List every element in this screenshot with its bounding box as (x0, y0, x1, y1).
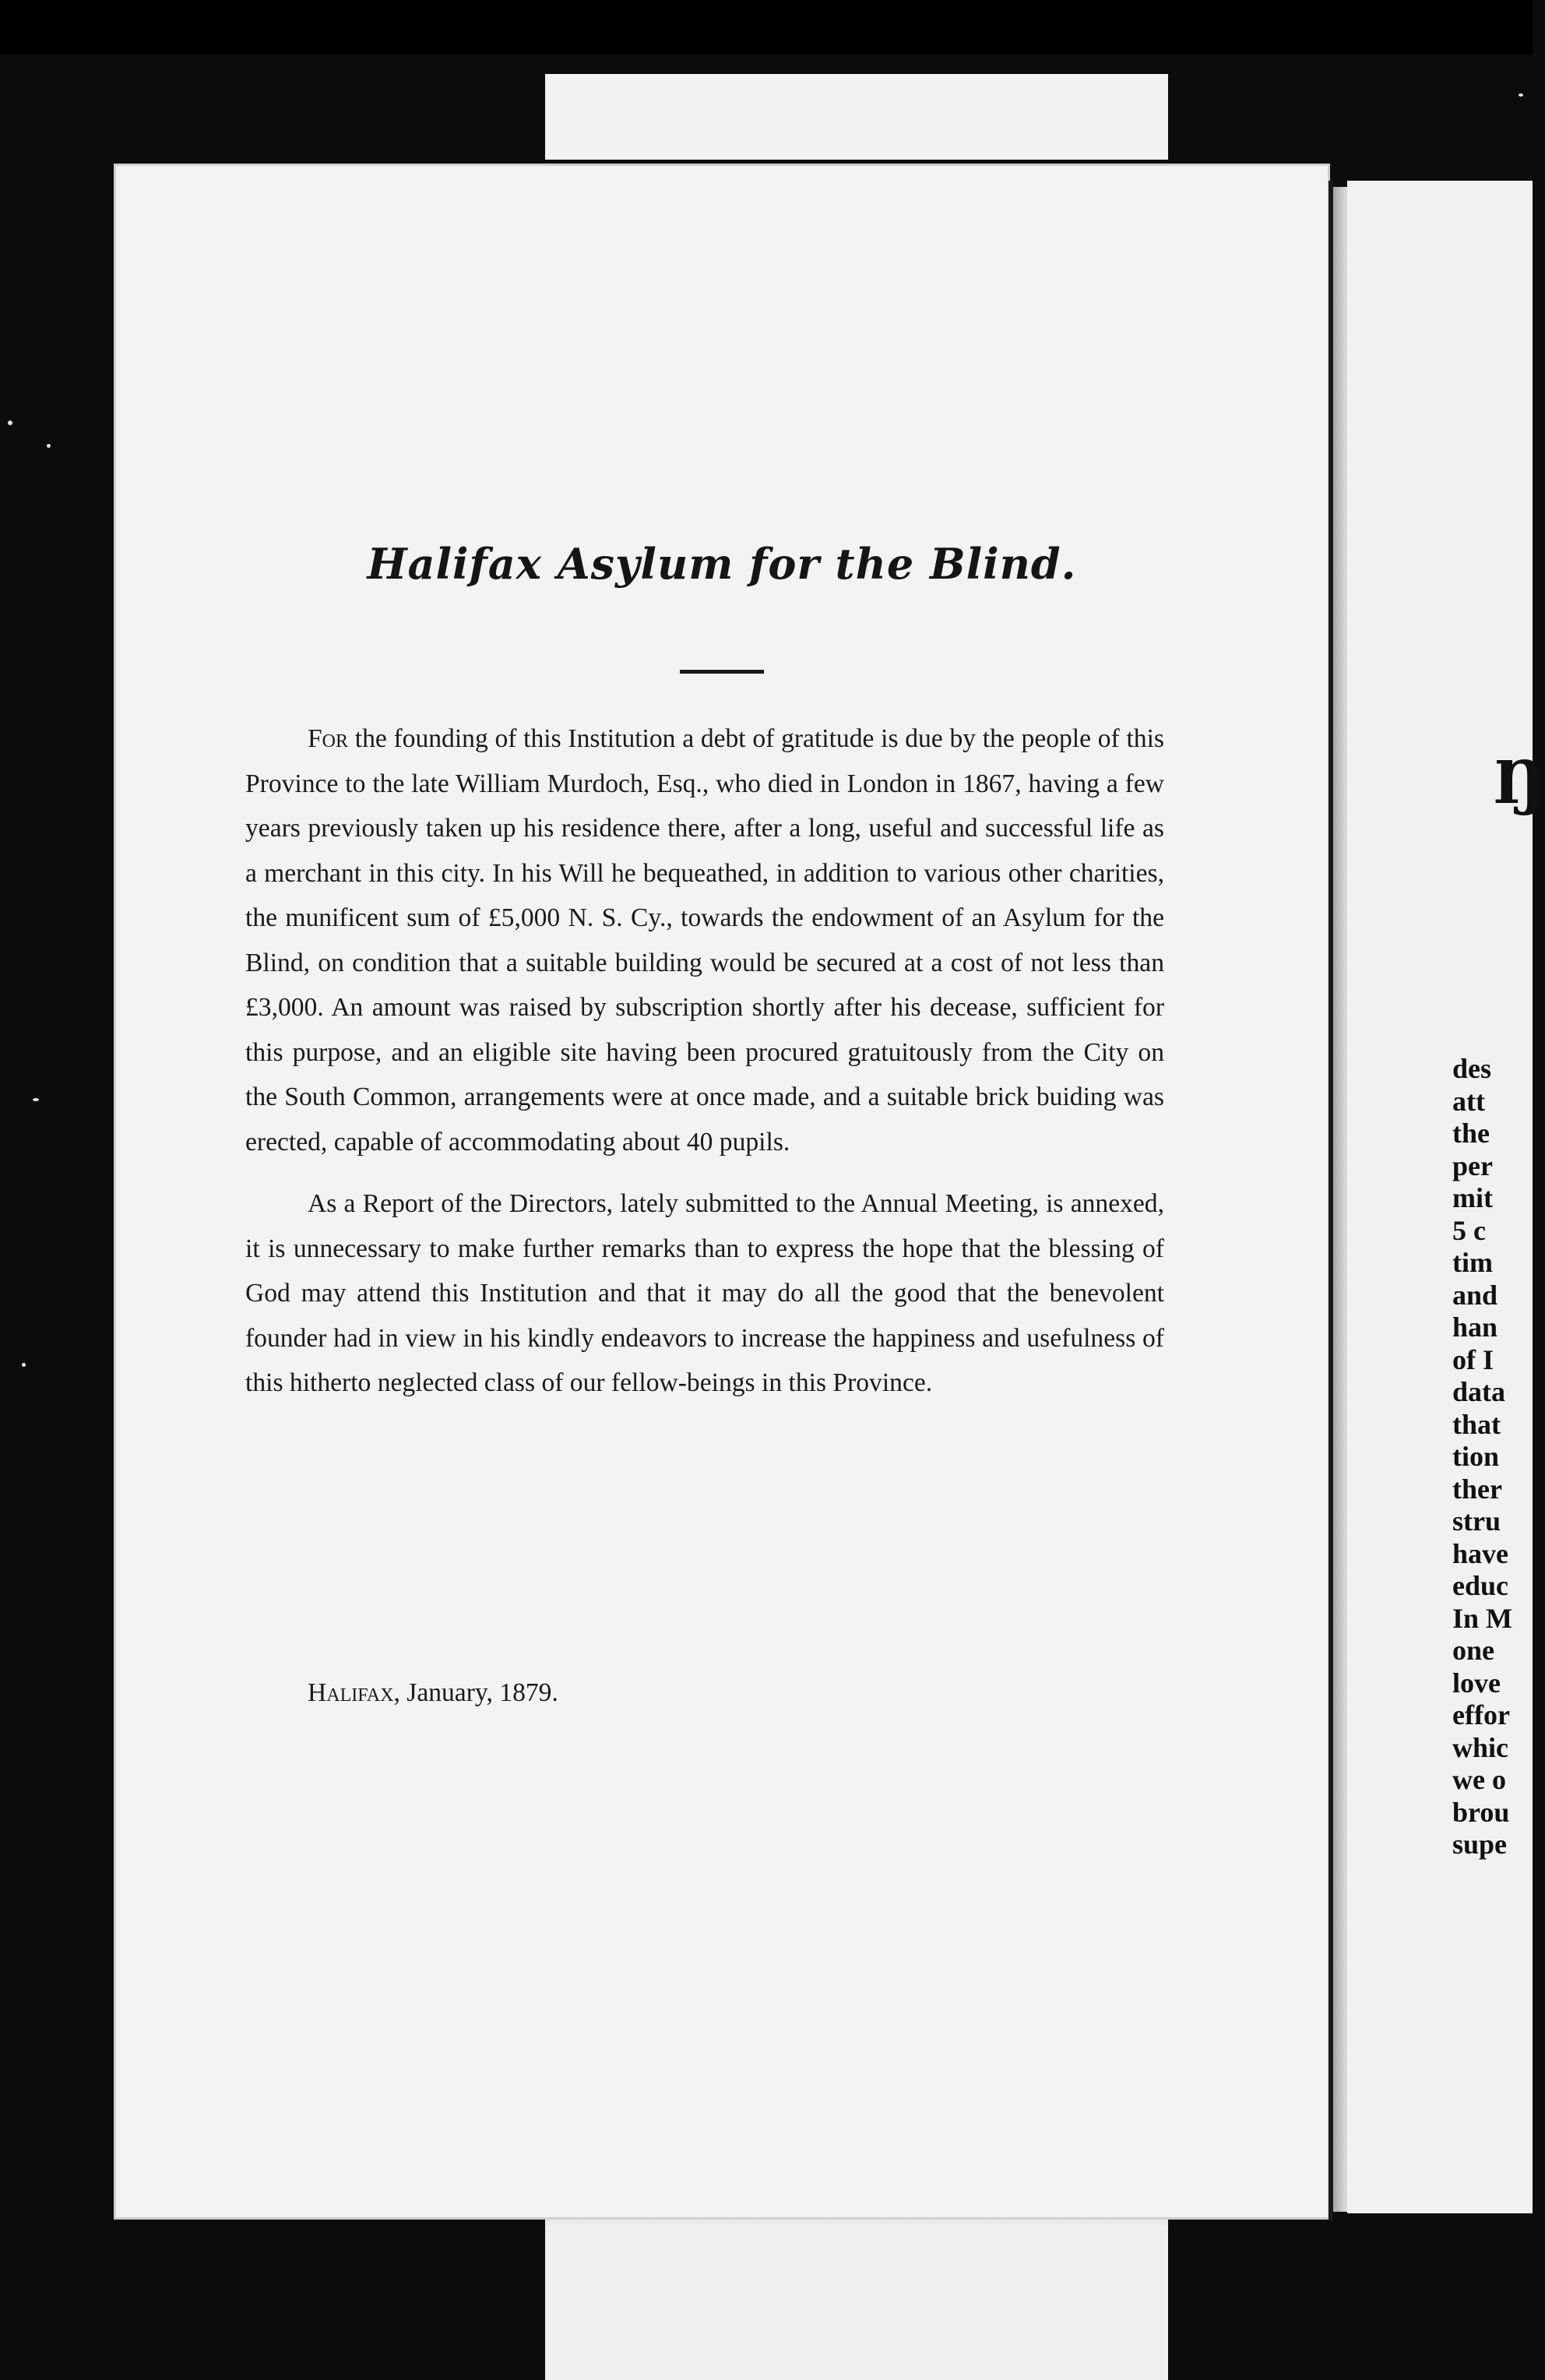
paragraph-1 (245, 716, 1164, 1164)
dust-speck (8, 421, 12, 425)
adjacent-line: att (1452, 1085, 1485, 1117)
adjacent-line: mit (1452, 1182, 1493, 1213)
adjacent-line: we o (1452, 1764, 1506, 1795)
dust-speck (22, 1363, 26, 1367)
document-body (245, 716, 1164, 1406)
title-rule (680, 670, 764, 674)
adjacent-line: and (1452, 1279, 1498, 1311)
paper-tab-top (545, 74, 1168, 160)
adjacent-line: tion (1452, 1441, 1500, 1472)
adjacent-line: stru (1452, 1505, 1501, 1537)
adjacent-line: have (1452, 1537, 1508, 1569)
adjacent-line: one (1452, 1635, 1494, 1666)
adjacent-line: that (1452, 1408, 1501, 1440)
adjacent-line: effor (1452, 1699, 1510, 1730)
adjacent-line: des (1452, 1053, 1492, 1084)
adjacent-line: tim (1452, 1247, 1493, 1278)
adjacent-line: brou (1452, 1796, 1510, 1828)
adjacent-line: of I (1452, 1343, 1494, 1375)
dust-speck (1519, 93, 1523, 97)
paragraph-text: the founding of this Institution a debt of gratitude is due by the people of this Province to the late William Murdoch, Esq., who died in London in 1867, having a few years previously taken up his residence there, after a long, useful and successful life as a merchant in this city. In his Will he bequeathed, in addition to various other charities, the munificent sum of £5,000 N. S. Cy., towards the endowment of an Asylum for the Blind, on condition that a suitable building would be secured at a cost of not less than £3,000. An amount was raised by subscription shortly after his decease, sufficient for this purpose, and an eligible site having been procured gratuitously from the City on the South Common, arrangements were at once made, and a suitable brick buiding was erected, capable of accommodating about 40 pupils. (245, 724, 1164, 1157)
signature-place: Halifax (308, 1678, 394, 1707)
paragraph-2 (245, 1181, 1164, 1406)
page-divider (1329, 181, 1333, 2221)
signature-line (308, 1678, 558, 1708)
adjacent-title-fragment: Ŋ (1494, 748, 1545, 817)
adjacent-line: supe (1452, 1829, 1508, 1860)
adjacent-line: han (1452, 1311, 1498, 1343)
adjacent-page-text (1452, 1053, 1533, 1861)
scan-border-top (0, 0, 1533, 55)
adjacent-line: In M (1452, 1602, 1513, 1634)
document-title: Halifax Asylum for the Blind. (367, 539, 1077, 589)
dust-speck (47, 444, 51, 448)
adjacent-line: per (1452, 1150, 1493, 1181)
adjacent-line: educ (1452, 1570, 1508, 1601)
adjacent-line: 5 c (1452, 1214, 1486, 1246)
paragraph-lead: For (308, 724, 349, 753)
adjacent-line: ther (1452, 1473, 1502, 1505)
paragraph-text: As a Report of the Directors, lately submitted to the Annual Meeting, is annexed, it is unnecessary to make further remarks than to express the hope that the blessing of God may attend this Institution and that it may do all the good that the benevolent founder had in view in his kindly endeavors to increase the happiness and usefulness of this hitherto neglected class of our fellow-beings in this Province. (245, 1189, 1164, 1397)
signature-date: , January, 1879. (393, 1678, 558, 1707)
dust-speck (33, 1098, 39, 1101)
adjacent-line: data (1452, 1376, 1506, 1407)
adjacent-line: love (1452, 1667, 1501, 1699)
adjacent-line: whic (1452, 1731, 1508, 1763)
adjacent-line: the (1452, 1118, 1490, 1149)
